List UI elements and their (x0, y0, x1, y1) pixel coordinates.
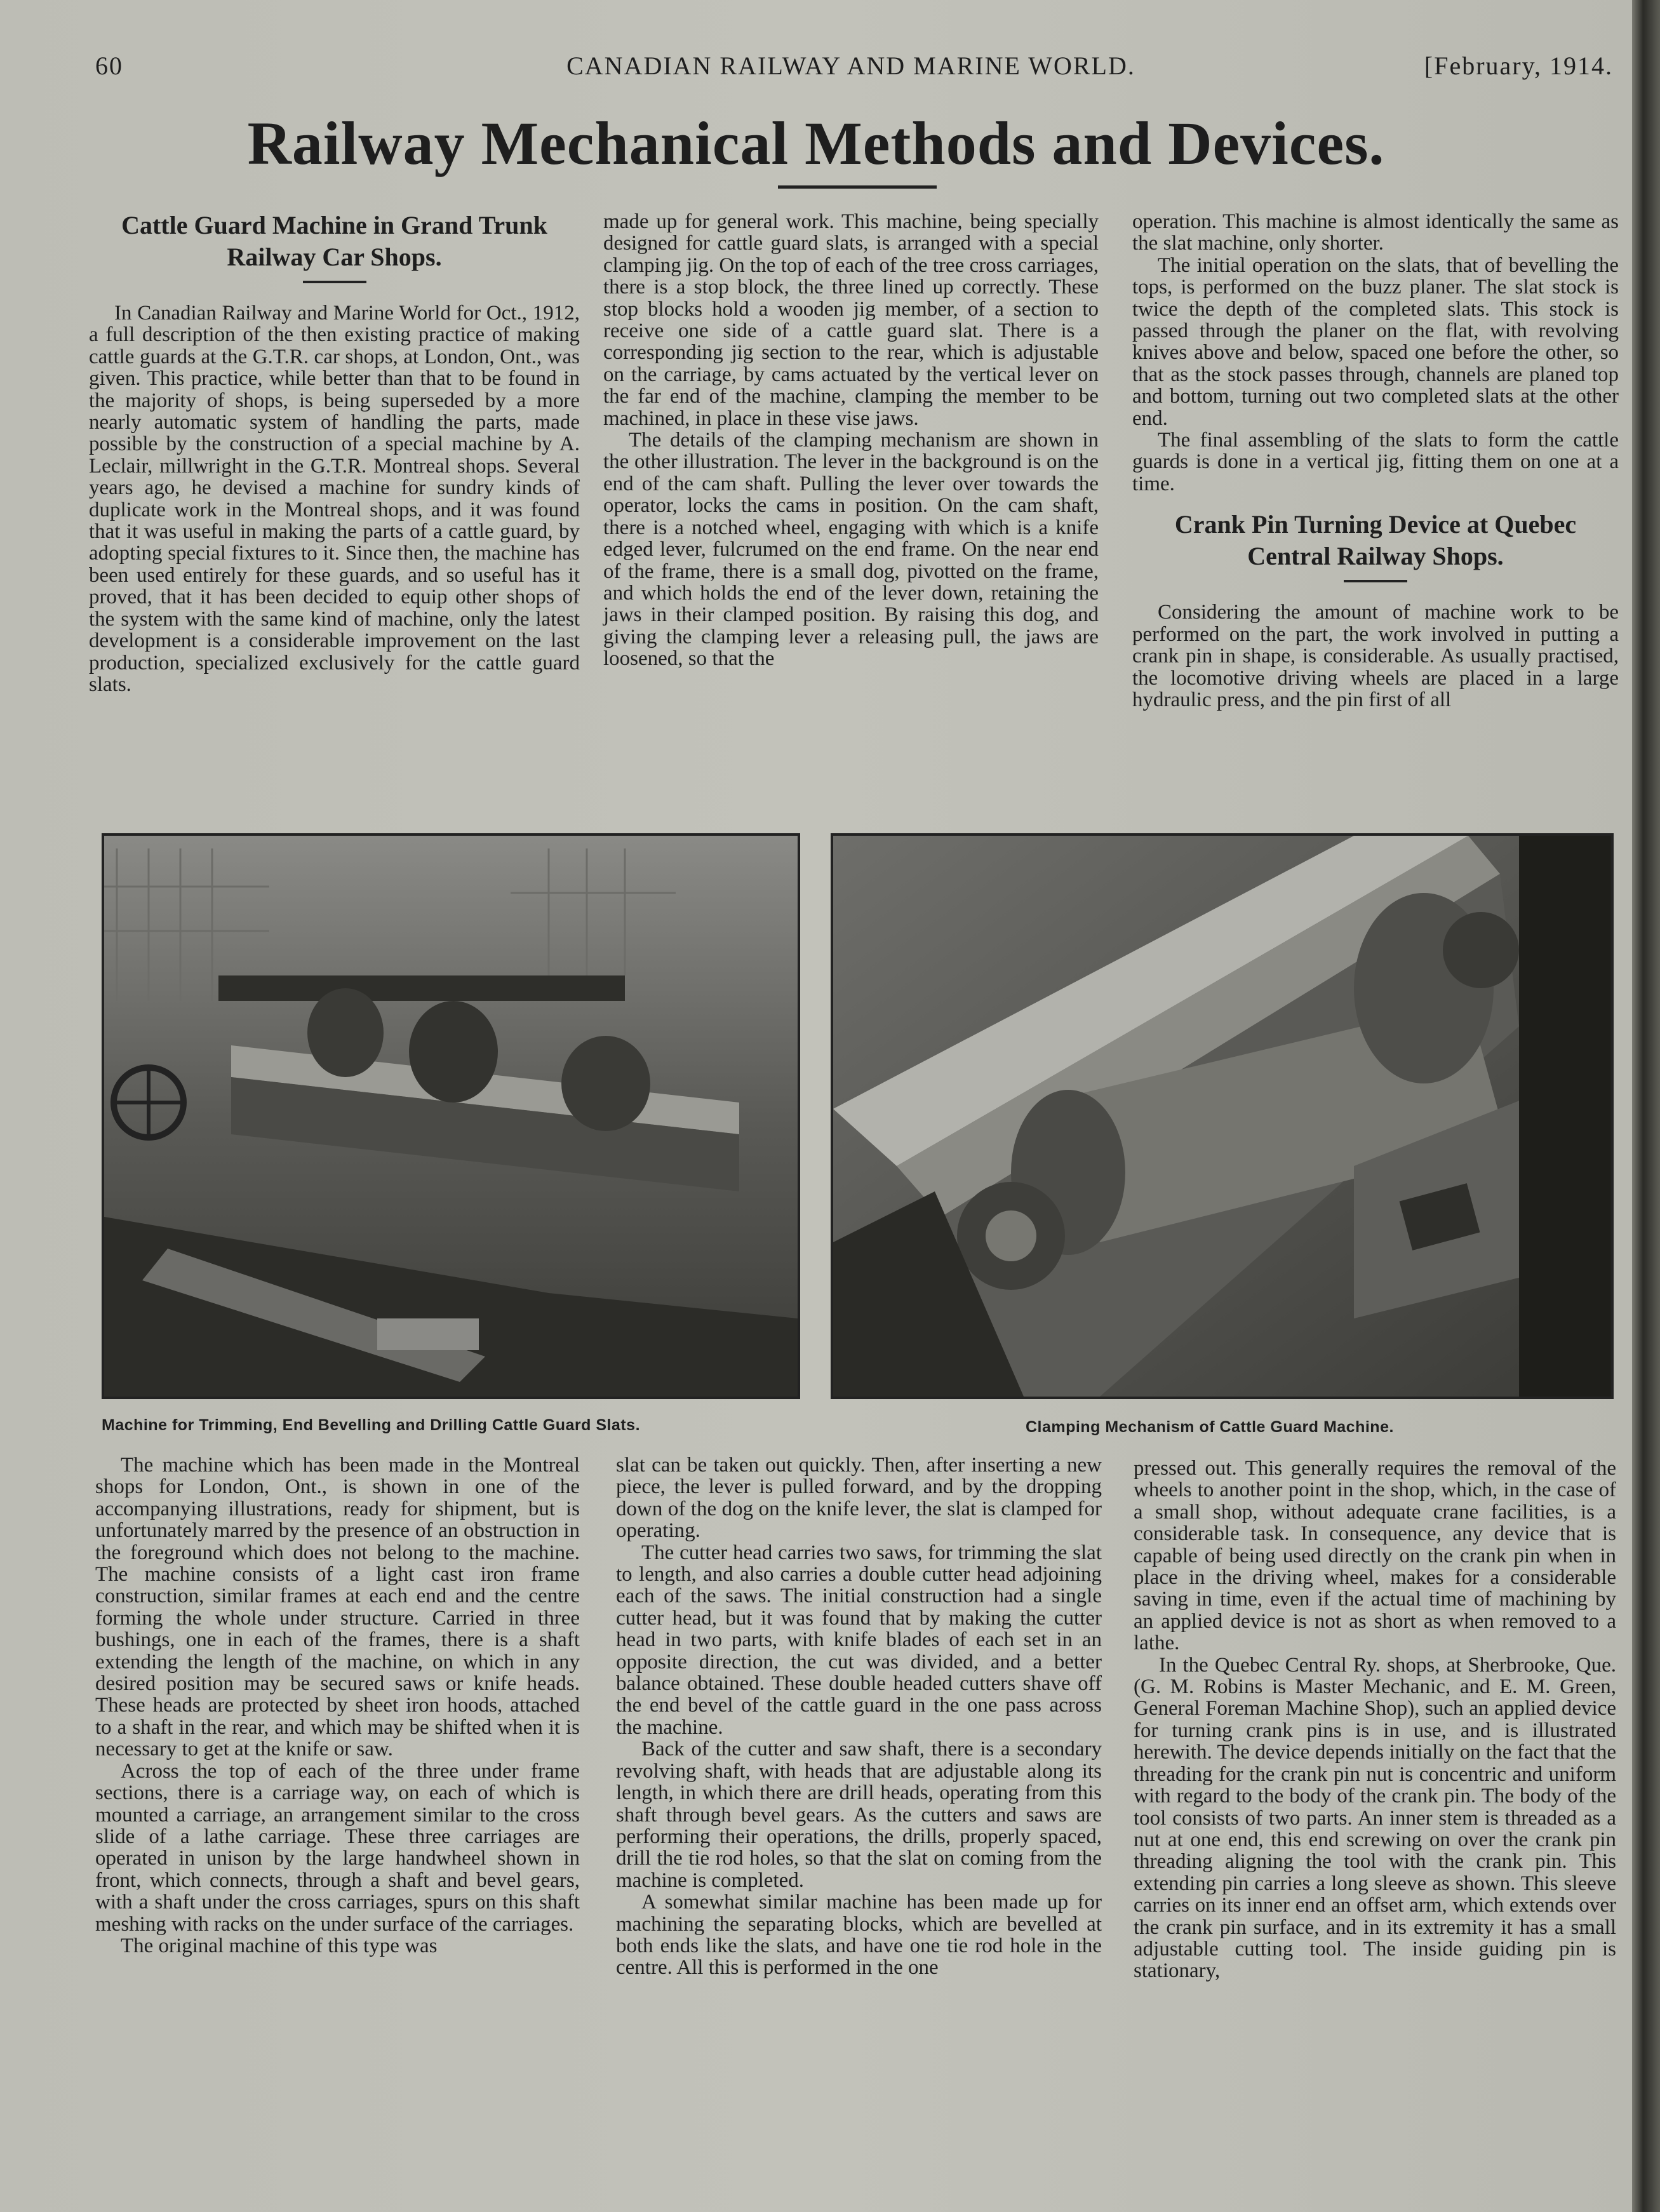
top-column-3 (1132, 211, 1619, 711)
paragraph: In the Quebec Central Ry. shops, at Sherbrooke, Que. (G. M. Robins is Master Mechanic, and E. M. Green, General Foreman Machine Shop), such an applied device for turning crank pins is in use, and is illustrated herewith. The device depends initially on the fact that the threading for the crank pin nut is concentric and uniform with regard to the body of the crank pin. The body of the tool consists of two parts. An inner stem is threaded as a nut at one end, this end screwing on over the crank pin threading aligning the tool with the crank pin. This extending pin carries a long sleeve as shown. This sleeve carries on its inner end an offset arm, which extends over the crank pin surface, and in its extremity it has a small adjustable cutting tool. The inside guiding pin is stationary, (1134, 1653, 1616, 1983)
paragraph: The machine which has been made in the Montreal shops for London, Ont., is shown in one of the accompanying illustrations, ready for shipment, but is unfortunately marred by the presence of an obstruction in the foreground which does not belong to the machine. The machine consists of a light cast iron frame construction, similar frames at each end and the centre forming the whole under structure. Carried in three bushings, one in each of the frames, there is a shaft extending the length of the machine, on which in any desired position may be secured saws or knife heads. These heads are protected by sheet iron hoods, attached to a shaft in the rear, and which may be shifted when it is necessary to get at the knife or saw. (95, 1454, 580, 1761)
page-binding-edge (1632, 0, 1660, 2212)
paragraph: Considering the amount of machine work to be performed on the part, the work involved in putting a crank pin in shape, is considerable. As usually practised, the locomotive driving wheels are placed in a large hydraulic press, and the pin first of all (1132, 601, 1619, 711)
article1-rule (303, 281, 366, 283)
paragraph: made up for general work. This machine, being specially designed for cattle guard slats, is arranged with a special clamping jig. On the top of each of the tree cross carriages, there is a stop block, the three lined up correctly. These stop blocks hold a wooden jig member, of a section to receive one side of a cattle guard slat. There is a corresponding jig section to the rear, which is adjustable on the carriage, by cams actuated by the vertical lever on the far end of the machine, clamping the member to be machined, in place in these vise jaws. (603, 210, 1099, 430)
paragraph: Back of the cutter and saw shaft, there is a secondary revolving shaft, with heads that are adjustable along its length, in which there are drill heads, operating from this shaft through bevel gears. As the cutters and saws are performing their operations, the drills, properly spaced, drill the tie rod holes, so that the slat on coming from the machine is completed. (616, 1738, 1102, 1892)
paragraph: The details of the clamping mechanism are shown in the other illustration. The lever in the background is on the end of the cam shaft. Pulling the lever over towards the operator, locks the cams in position. On the cam shaft, there is a notched wheel, engaging with which is a knife edged lever, fulcrumed on the end frame. On the near end of the frame, there is a small dog, pivotted on the frame, and which holds the end of the lever down, retaining the jaws in their clamped position. By raising this dog, and giving the clamping lever a releasing pull, the jaws are loosened, so that the (603, 429, 1099, 671)
top-column-1 (89, 210, 580, 695)
title-rule (778, 185, 937, 189)
paragraph: A somewhat similar machine has been made up for machining the separating blocks, which are bevelled at both ends like the slats, and have one tie rod hole in the centre. All this is performed in the one (616, 1891, 1102, 1980)
paragraph: slat can be taken out quickly. Then, after inserting a new piece, the lever is pulled forward, and by the dropping down of the dog on the knife lever, the slat is clamped for operating. (616, 1454, 1102, 1543)
top-column-2 (603, 211, 1099, 670)
page-title: Railway Mechanical Methods and Devices. (247, 109, 1385, 177)
running-head (89, 51, 1613, 89)
left-photo-caption: Machine for Trimming, End Bevelling and Drilling Cattle Guard Slats. (102, 1416, 641, 1434)
right-photo-caption: Clamping Mechanism of Cattle Guard Machine. (1026, 1418, 1394, 1436)
journal-title: CANADIAN RAILWAY AND MARINE WORLD. (566, 51, 1135, 80)
issue-date: [February, 1914. (1424, 51, 1613, 80)
paragraph: The original machine of this type was (121, 1934, 438, 1957)
paragraph: The final assembling of the slats to form the cattle guards is done in a vertical jig, fitting them on one at a time. (1132, 429, 1619, 495)
paragraph: pressed out. This generally requires the removal of the wheels to another point in the shop, which, in the case of a small shop, without adequate crane facilities, is a considerable task. In consequence, any device that is capable of being used directly on the crank pin when in place in the driving wheel, makes for a considerable saving in time, even if the actual time of machining by an applied device is not as short as when removed to a lathe. (1134, 1457, 1616, 1655)
paragraph: In Canadian Railway and Marine World for Oct., 1912, a full description of the then existing practice of making cattle guards at the G.T.R. car shops, at London, Ont., was given. This practice, while better than that to be found in the majority of shops, is being superseded by a more nearly automatic system of handling the parts, made possible by the construction of a special machine by A. Leclair, millwright in the G.T.R. Montreal shops. Several years ago, he devised a machine for sundry kinds of duplicate work in the Montreal shops, and it was found that it was useful in making the parts of a cattle guard, by adopting special fixtures to it. Since then, the machine has been used entirely for these guards, and so useful has it proved, that it has been decided to equip other shops of the system with the same kind of machine, only the latest development is a considerable improvement on the last production, specialized exclusively for the cattle guard slats. (89, 302, 580, 696)
clamping-mechanism-photo (831, 833, 1614, 1399)
bottom-column-1 (95, 1454, 580, 1957)
article2-rule (1344, 580, 1407, 582)
article2-heading: Crank Pin Turning Device at Quebec Central Railway Shops. (1174, 510, 1577, 571)
page-number: 60 (95, 51, 123, 80)
machine-photo (102, 833, 800, 1399)
paragraph: The cutter head carries two saws, for trimming the slat to length, and also carries a double cutter head adjoining each of the saws. The initial construction had a single cutter head, but it was found that by making the cutter head in two parts, with knife blades of each set in an opposite direction, the cut was divided, and a better balance obtained. These double headed cutters shave off the end bevel of the cattle guard in the one pass across the machine. (616, 1541, 1102, 1739)
paragraph: The initial operation on the slats, that of bevelling the tops, is performed on the buzz planer. The slat stock is twice the depth of the completed slats. This stock is passed through the planer on the flat, with revolving knives above and below, spaced one before the other, so that as the stock passes through, channels are planed top and bottom, turning out two completed slats at the other end. (1132, 253, 1619, 430)
paragraph: operation. This machine is almost identically the same as the slat machine, only shorter. (1132, 210, 1619, 255)
bottom-column-2 (616, 1454, 1102, 1979)
article1-heading: Cattle Guard Machine in Grand Trunk Railway Car Shops. (121, 211, 547, 271)
bottom-column-3 (1134, 1458, 1616, 1982)
paragraph: Across the top of each of the three under frame sections, there is a carriage way, on each of which is mounted a carriage, an arrangement similar to the cross slide of a lathe carriage. These three carriages are operated in unison by the large handwheel shown in front, which connects, through a shaft and bevel gears, with a shaft under the cross carriages, spurs on this shaft meshing with racks on the under surface of the carriages. (95, 1759, 580, 1936)
